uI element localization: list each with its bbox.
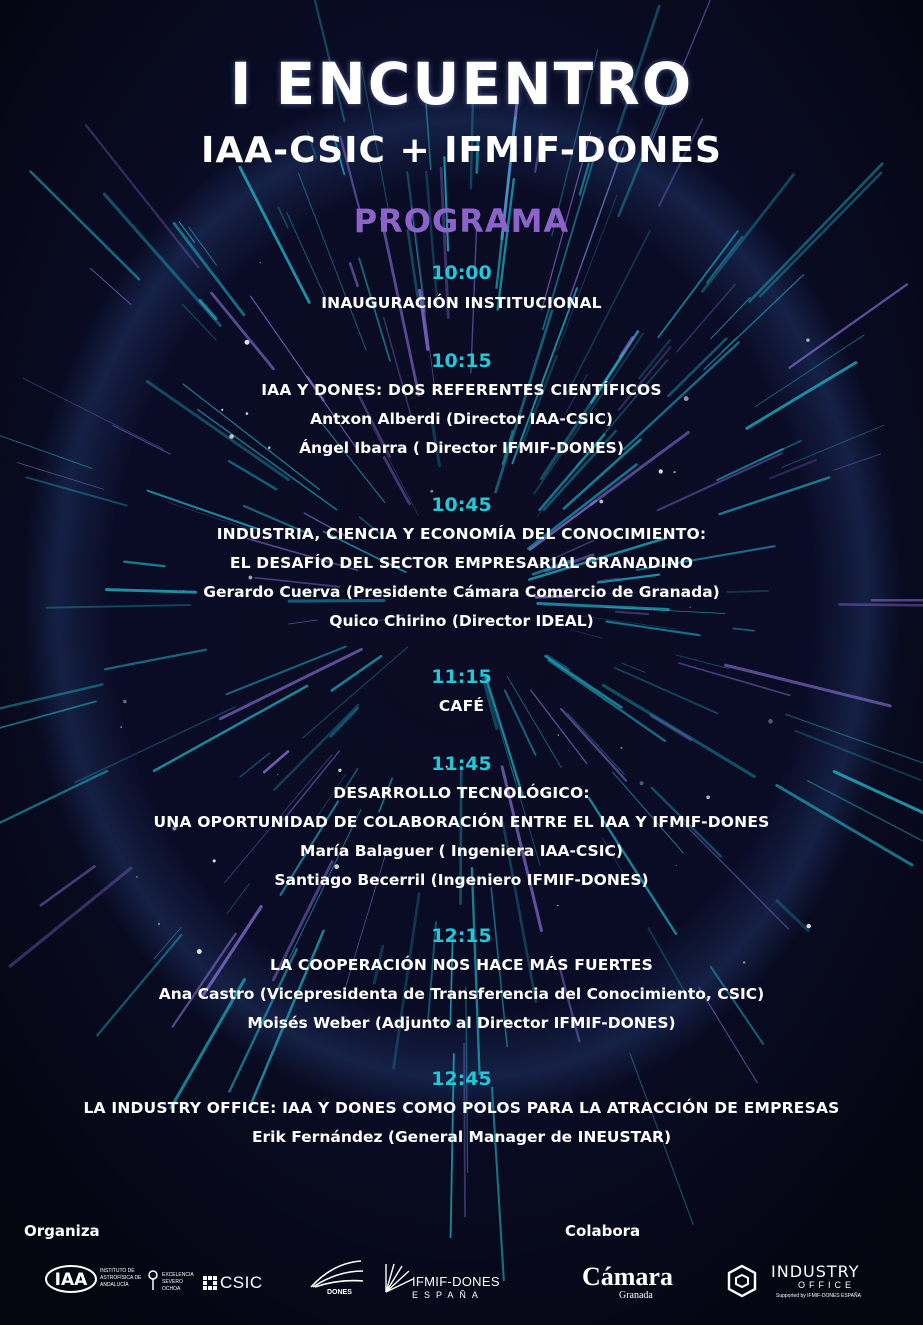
session-title: IAA Y DONES: DOS REFERENTES CIENTÍFICOS: [261, 381, 662, 399]
industry-office-logo: [726, 1262, 888, 1304]
session-title: LA COOPERACIÓN NOS HACE MÁS FUERTES: [270, 956, 653, 974]
ifmif-burst-icon: [380, 1260, 414, 1294]
session-title: LA INDUSTRY OFFICE: IAA Y DONES COMO POLOS PARA LA ATRACCIÓN DE EMPRESAS: [83, 1099, 840, 1117]
poster-title: I ENCUENTRO: [229, 50, 694, 118]
camara-main: Cámara: [582, 1262, 673, 1291]
poster-subtitle: IAA-CSIC + IFMIF-DONES: [201, 130, 722, 171]
session-title: UNA OPORTUNIDAD DE COLABORACIÓN ENTRE EL IAA Y IFMIF-DONES: [153, 813, 770, 831]
csic-logo-text: CSIC: [220, 1273, 263, 1292]
session-time: 11:45: [431, 753, 492, 775]
csic-grid-icon: [203, 1276, 217, 1290]
session-speaker: María Balaguer ( Ingeniera IAA-CSIC): [300, 842, 623, 860]
ifmif-dones-main: IFMIF-DONES: [412, 1274, 500, 1289]
session-speaker: Quico Chirino (Director IDEAL): [329, 612, 594, 630]
iaa-logo: [44, 1264, 144, 1294]
ifmif-dones-logo: [380, 1258, 510, 1308]
session-speaker: Ana Castro (Vicepresidenta de Transferencia del Conocimiento, CSIC): [158, 985, 765, 1003]
session-speaker: Gerardo Cuerva (Presidente Cámara Comercio de Granada): [203, 583, 720, 601]
session-time: 10:45: [431, 494, 492, 516]
session-time: 12:45: [431, 1068, 492, 1090]
session-title: INAUGURACIÓN INSTITUCIONAL: [321, 294, 602, 312]
severo-ochoa-caption: EXCELENCIA SEVERO OCHOA: [162, 1272, 194, 1292]
industry-sub: OFFICE: [798, 1280, 855, 1290]
iaa-logo-mark: IAA: [54, 1270, 88, 1290]
organiza-label: Organiza: [24, 1222, 100, 1240]
camara-granada-logo: [582, 1262, 700, 1304]
program-heading: PROGRAMA: [353, 202, 570, 240]
session-speaker: Moisés Weber (Adjunto al Director IFMIF-DONES): [247, 1014, 676, 1032]
dones-logo: [303, 1257, 369, 1303]
severo-ochoa-logo: [148, 1268, 200, 1296]
colabora-label: Colabora: [565, 1222, 641, 1240]
session-time: 10:00: [431, 262, 492, 284]
industry-main: INDUSTRY: [771, 1262, 860, 1281]
session-title: EL DESAFÍO DEL SECTOR EMPRESARIAL GRANADINO: [229, 554, 694, 572]
session-time: 10:15: [431, 350, 492, 372]
session-title: INDUSTRIA, CIENCIA Y ECONOMÍA DEL CONOCIMIENTO:: [216, 525, 707, 543]
session-speaker: Santiago Becerril (Ingeniero IFMIF-DONES): [274, 871, 649, 889]
session-speaker: Antxon Alberdi (Director IAA-CSIC): [310, 410, 613, 428]
session-title: DESARROLLO TECNOLÓGICO:: [333, 784, 590, 802]
session-time: 11:15: [431, 666, 492, 688]
csic-logo: [203, 1272, 283, 1296]
iaa-logo-caption: INSTITUTO DE ASTROFÍSICA DE ANDALUCÍA: [100, 1268, 142, 1288]
severo-ochoa-icon: [148, 1270, 158, 1292]
industry-tagline: Supported by IFMIF-DONES ESPAÑA: [776, 1293, 861, 1299]
camara-sub: Granada: [619, 1290, 653, 1301]
ifmif-dones-sub: ESPAÑA: [412, 1290, 484, 1300]
industry-hexagon-icon: [726, 1264, 758, 1298]
session-speaker: Erik Fernández (General Manager de INEUSTAR): [251, 1128, 672, 1146]
session-time: 12:15: [431, 925, 492, 947]
dones-arcs-icon: [303, 1257, 369, 1291]
session-title: CAFÉ: [438, 697, 485, 715]
session-speaker: Ángel Ibarra ( Director IFMIF-DONES): [299, 439, 624, 457]
dones-logo-caption: DONES: [327, 1289, 352, 1296]
